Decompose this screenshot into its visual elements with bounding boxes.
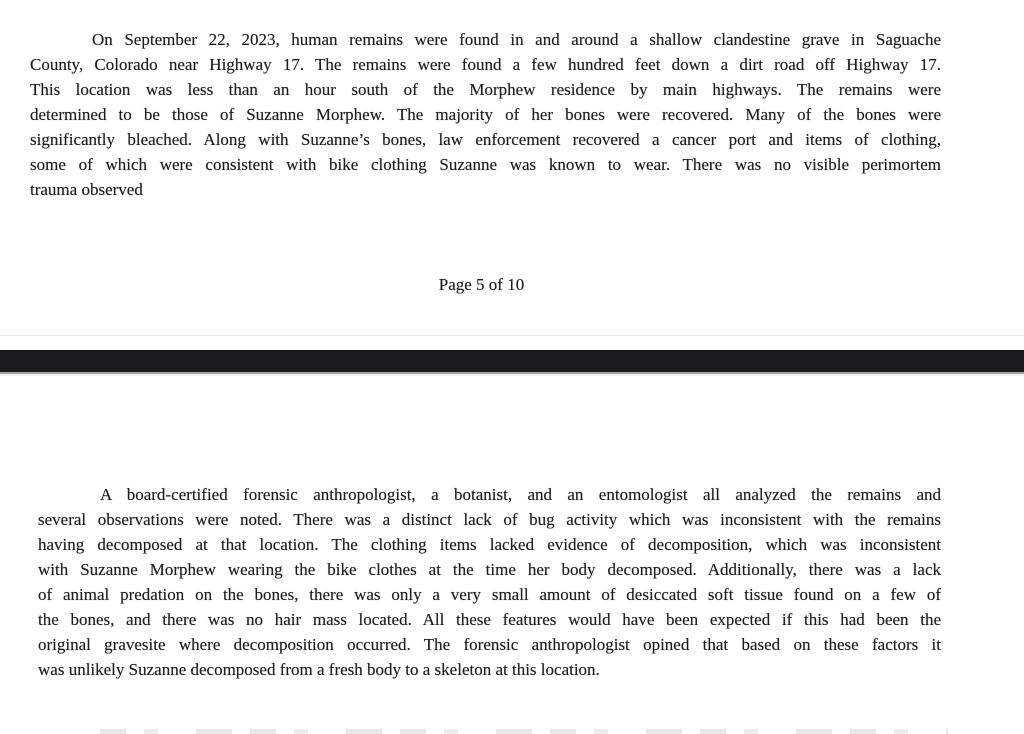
page-5-bottom-edge-line (0, 335, 1024, 336)
text-line: some of which were consistent with bike clothing Suzanne was known to wear. There was no visible perimortem (30, 155, 941, 174)
text-line: original gravesite where decomposition occurred. The forensic anthropologist opined that based on these factors it (38, 635, 941, 654)
page-separator-underline-soft (0, 374, 1024, 376)
page-6-paragraph (38, 482, 941, 682)
text-line: On September 22, 2023, human remains were found in and around a shallow clandestine grave in Saguache (92, 30, 941, 49)
text-line: several observations were noted. There was a distinct lack of bug activity which was inconsistent with the remains (38, 510, 941, 529)
page-separator-bar (0, 350, 1024, 372)
text-line: the bones, and there was no hair mass located. All these features would have been expected if this had been the (38, 610, 941, 629)
text-line: trauma observed (30, 180, 143, 199)
text-line: having decomposed at that location. The clothing items lacked evidence of decomposition, which was inconsistent (38, 535, 941, 554)
text-line: significantly bleached. Along with Suzanne’s bones, law enforcement recovered a cancer port and items of clothing, (30, 130, 941, 149)
text-line: A board-certified forensic anthropologist, a botanist, and an entomologist all analyzed the remains and (100, 485, 941, 504)
text-line: with Suzanne Morphew wearing the bike clothes at the time her body decomposed. Additionally, there was a lack (38, 560, 941, 579)
text-line: County, Colorado near Highway 17. The remains were found a few hundred feet down a dirt road off Highway 17. (30, 55, 941, 74)
text-line: of animal predation on the bones, there was only a very small amount of desiccated soft tissue found on a few of (38, 585, 941, 604)
clipped-next-text-line (100, 729, 948, 734)
text-line: determined to be those of Suzanne Morphew. The majority of her bones were recovered. Many of the bones were (30, 105, 941, 124)
text-line: was unlikely Suzanne decomposed from a fresh body to a skeleton at this location. (38, 660, 600, 679)
page-5-paragraph (30, 27, 941, 202)
text-line: This location was less than an hour south of the Morphew residence by main highways. The remains were (30, 80, 941, 99)
page-5-footer: Page 5 of 10 (438, 275, 525, 294)
